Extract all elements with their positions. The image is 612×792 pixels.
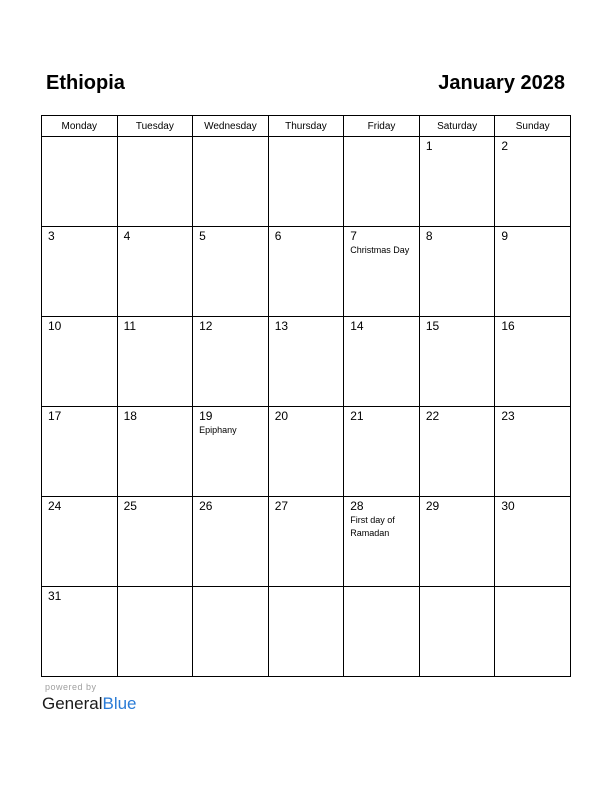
holiday-label — [42, 423, 117, 424]
day-cell — [344, 497, 420, 587]
day-number: 17 — [48, 409, 62, 423]
day-cell — [268, 407, 344, 497]
holiday-label — [269, 589, 344, 590]
day-cell — [117, 137, 193, 227]
holiday-label — [420, 589, 495, 590]
holiday-label — [118, 243, 193, 244]
holiday-label — [420, 513, 495, 514]
holiday-label — [42, 243, 117, 244]
weekday-wednesday: Wednesday — [193, 116, 269, 137]
week-row — [42, 407, 571, 497]
day-cell — [495, 227, 571, 317]
weekday-friday: Friday — [344, 116, 420, 137]
day-cell — [344, 407, 420, 497]
holiday-label — [193, 333, 268, 334]
day-number: 14 — [350, 319, 364, 333]
day-cell — [344, 587, 420, 677]
holiday-label — [193, 513, 268, 514]
day-number: 12 — [199, 319, 213, 333]
day-number: 2 — [501, 139, 509, 153]
day-number: 9 — [501, 229, 509, 243]
weekday-tuesday: Tuesday — [117, 116, 193, 137]
day-cell — [268, 497, 344, 587]
day-number: 22 — [425, 409, 440, 423]
holiday-label — [344, 589, 419, 590]
holiday-label — [495, 333, 570, 334]
day-cell — [42, 497, 118, 587]
day-cell — [117, 227, 193, 317]
day-cell — [42, 137, 118, 227]
day-cell — [495, 407, 571, 497]
holiday-label — [269, 423, 344, 424]
holiday-label — [495, 423, 570, 424]
day-cell — [344, 227, 420, 317]
day-cell — [344, 137, 420, 227]
day-number: 10 — [48, 319, 62, 333]
day-number: 16 — [501, 319, 515, 333]
week-row — [42, 497, 571, 587]
holiday-label — [420, 153, 495, 154]
day-number: 25 — [123, 499, 137, 513]
day-number: 23 — [501, 409, 515, 423]
holiday-label — [193, 243, 268, 244]
week-row — [42, 587, 571, 677]
day-number: 13 — [274, 319, 289, 333]
holiday-label — [420, 333, 495, 334]
holiday-label — [344, 333, 419, 334]
day-number: 1 — [425, 139, 433, 153]
holiday-label — [42, 139, 117, 140]
holiday-label — [118, 589, 193, 590]
day-number: 11 — [123, 319, 137, 333]
holiday-label — [118, 333, 193, 334]
week-row — [42, 137, 571, 227]
weekday-saturday: Saturday — [419, 116, 495, 137]
day-number: 21 — [350, 409, 364, 423]
holiday-label — [495, 589, 570, 590]
day-cell — [42, 587, 118, 677]
day-cell — [268, 587, 344, 677]
day-cell — [419, 227, 495, 317]
day-cell — [419, 407, 495, 497]
holiday-label — [193, 589, 268, 590]
generalblue-logo[interactable] — [42, 694, 137, 714]
weekday-thursday: Thursday — [268, 116, 344, 137]
holiday-label — [42, 513, 117, 514]
day-cell — [193, 137, 269, 227]
day-cell — [495, 137, 571, 227]
day-cell — [419, 587, 495, 677]
logo-general-text: General — [42, 694, 103, 713]
day-cell — [419, 317, 495, 407]
holiday-label — [495, 513, 570, 514]
weekday-monday: Monday — [42, 116, 118, 137]
holiday-label — [420, 423, 495, 424]
day-number: 15 — [425, 319, 440, 333]
day-cell — [344, 317, 420, 407]
month-year-title: January 2028 — [438, 72, 565, 94]
day-number: 18 — [123, 409, 137, 423]
day-cell — [268, 317, 344, 407]
holiday-label — [344, 423, 419, 424]
holiday-label — [118, 423, 193, 424]
day-cell — [193, 587, 269, 677]
week-row — [42, 317, 571, 407]
day-cell — [117, 497, 193, 587]
country-title: Ethiopia — [46, 72, 125, 94]
day-number: 3 — [48, 229, 55, 243]
day-number: 28 — [350, 499, 364, 513]
holiday-label — [495, 153, 570, 154]
day-cell — [117, 407, 193, 497]
holiday-label — [269, 139, 344, 140]
holiday-label — [344, 139, 419, 140]
day-cell — [495, 587, 571, 677]
day-number: 8 — [425, 229, 433, 243]
weekday-sunday: Sunday — [495, 116, 571, 137]
day-cell — [419, 497, 495, 587]
weekday-header-row — [42, 116, 571, 137]
day-cell — [117, 587, 193, 677]
holiday-label: Christmas Day — [350, 245, 410, 255]
holiday-label — [269, 333, 344, 334]
day-cell — [193, 227, 269, 317]
day-number: 19 — [199, 409, 213, 423]
day-cell — [495, 497, 571, 587]
holiday-label — [269, 513, 344, 514]
day-number: 26 — [199, 499, 213, 513]
day-number: 31 — [48, 589, 62, 603]
holiday-label — [420, 243, 495, 244]
day-cell — [268, 137, 344, 227]
day-number: 4 — [123, 229, 131, 243]
day-number: 7 — [350, 229, 357, 243]
calendar-body — [42, 137, 571, 677]
day-cell — [268, 227, 344, 317]
day-number: 20 — [274, 409, 289, 423]
holiday-label — [193, 139, 268, 140]
holiday-label: First day of Ramadan — [350, 515, 395, 538]
day-cell — [193, 497, 269, 587]
day-cell — [42, 317, 118, 407]
day-cell — [42, 227, 118, 317]
holiday-label — [118, 513, 193, 514]
day-number: 24 — [48, 499, 62, 513]
day-cell — [193, 407, 269, 497]
holiday-label — [495, 243, 570, 244]
holiday-label — [42, 333, 117, 334]
week-row — [42, 227, 571, 317]
holiday-label — [42, 603, 117, 604]
day-cell — [419, 137, 495, 227]
holiday-label: Epiphany — [199, 425, 237, 435]
holiday-label — [118, 139, 193, 140]
day-number: 6 — [274, 229, 282, 243]
day-cell — [42, 407, 118, 497]
day-number: 5 — [199, 229, 206, 243]
logo-blue-text: Blue — [102, 694, 137, 713]
holiday-label — [269, 243, 344, 244]
day-number: 27 — [274, 499, 289, 513]
day-cell — [117, 317, 193, 407]
day-number: 30 — [501, 499, 515, 513]
day-cell — [495, 317, 571, 407]
calendar-grid — [41, 115, 571, 677]
day-cell — [193, 317, 269, 407]
powered-by-text: powered by — [45, 682, 97, 692]
day-number: 29 — [425, 499, 440, 513]
